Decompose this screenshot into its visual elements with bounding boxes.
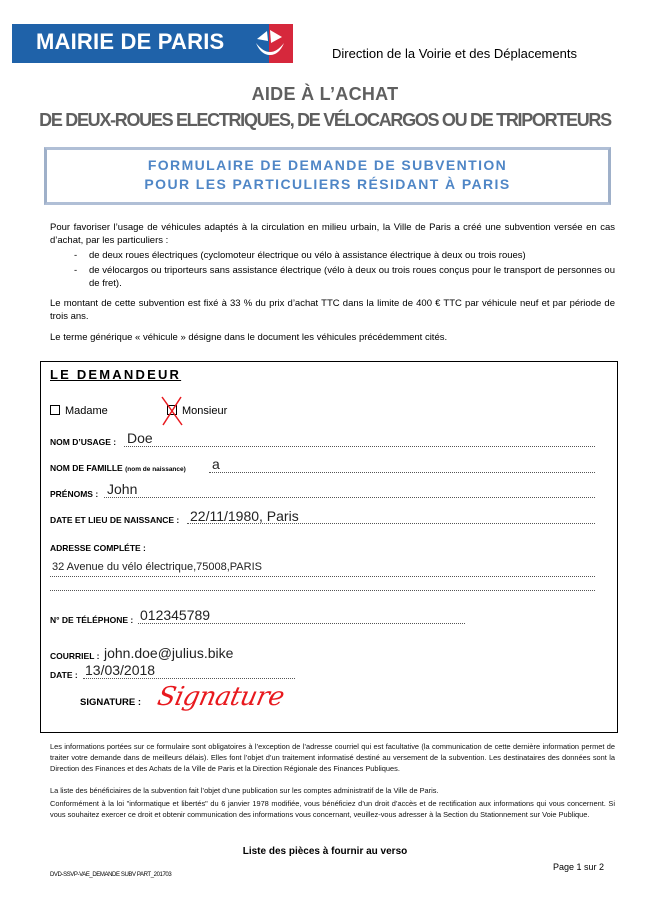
intro-paragraph-3: Le terme générique « véhicule » désigne dans le document les véhicules précédemment cités. <box>50 332 448 343</box>
form-title-line1: FORMULAIRE DE DEMANDE DE SUBVENTION <box>147 157 508 173</box>
checked-cross-icon <box>160 396 184 426</box>
adresse-label: ADRESSE COMPLÉTE : <box>50 543 146 553</box>
checkbox-box[interactable] <box>50 405 60 415</box>
form-title-line2: POUR LES PARTICULIERS RÉSIDANT À PARIS <box>144 176 511 192</box>
madame-label: Madame <box>65 405 108 417</box>
nom-famille-hint: (nom de naissance) <box>125 466 186 473</box>
bullet-marker: - <box>74 250 78 261</box>
legal-notice-2: La liste des bénéficiaires de la subvention fait l’objet d’une publication sur les comptes administratif de la Ville de Paris. <box>50 786 439 795</box>
intro-bullet-1: de deux roues électriques (cyclomoteur électrique ou vélo à assistance électrique à deux ou trois roues) <box>89 250 526 261</box>
prenoms-label: PRÉNOMS : <box>50 489 99 499</box>
nom-famille-label <box>50 463 186 473</box>
intro-paragraph-1: Pour favoriser l’usage de véhicules adaptés à la circulation en milieu urbain, la Ville de Paris a créé une subvention versée en cas d’achat, par les particuliers : <box>50 222 615 246</box>
prenoms-field[interactable]: John <box>107 481 138 497</box>
telephone-dotted-line <box>138 623 465 624</box>
legal-notice-1: Les informations portées sur ce formulaire sont obligatoires à l’exception de l’adresse courriel qui est facultative (la communication de cette dernière information permet de traiter votre demande dans de meilleurs délais). Elles font l’objet d’un traitement informatisé destiné au versement de la subvention. Les destinataires des données sont la Direction des Finances et des Achats de la Ville de Paris et la Direction Régionale des Finances Publiques. <box>50 742 615 773</box>
telephone-label: N° DE TÉLÉPHONE : <box>50 615 134 625</box>
page-title-line2: DE DEUX-ROUES ELECTRIQUES, DE VÉLOCARGOS OU DE TRIPORTEURS <box>39 110 611 130</box>
date-field[interactable]: 13/03/2018 <box>85 662 156 678</box>
date-dotted-line <box>83 678 295 679</box>
telephone-field[interactable]: 012345789 <box>140 607 211 623</box>
intro-bullet-2: de vélocargos ou triporteurs sans assistance électrique (vélo à deux ou trois roues conçus pour le transport de personnes ou de fret). <box>89 265 615 289</box>
date-label: DATE : <box>50 670 78 680</box>
legal-notice-3: Conformément à la loi "informatique et libertés" du 6 janvier 1978 modifiée, vous bénéficiez d’un droit d’accès et de rectification aux informations qui vous concernent. Si vous souhaitez exercer ce droit et obtenir communication des informations vous concernant, veuillez-vous adresser à la Section du Stationnement sur Voie Publique. <box>50 799 615 819</box>
nom-famille-field[interactable]: a <box>212 456 220 472</box>
logo-text: MAIRIE DE PARIS <box>36 29 225 54</box>
naissance-field[interactable]: 22/11/1980, Paris <box>190 508 299 524</box>
madame-checkbox[interactable] <box>50 405 108 417</box>
courriel-field[interactable]: john.doe@julius.bike <box>104 645 234 661</box>
nom-famille-dotted-line <box>209 472 595 473</box>
courriel-label: COURRIEL : <box>50 651 100 661</box>
monsieur-label: Monsieur <box>182 405 228 417</box>
nom-usage-field[interactable]: Doe <box>127 430 153 446</box>
naissance-label: DATE ET LIEU DE NAISSANCE : <box>50 515 180 525</box>
liste-pieces-note: Liste des pièces à fournir au verso <box>242 846 408 857</box>
section-title: LE DEMANDEUR <box>50 367 182 382</box>
direction-label: Direction de la Voirie et des Déplacements <box>332 46 577 61</box>
nom-usage-label: NOM D’USAGE : <box>50 437 117 447</box>
nom-famille-label-text: NOM DE FAMILLE <box>50 463 123 473</box>
mairie-de-paris-logo <box>12 24 293 63</box>
prenoms-dotted-line <box>104 497 595 498</box>
adresse-dotted-line-1 <box>50 576 595 577</box>
page-number: Page 1 sur 2 <box>553 862 605 872</box>
paris-ship-emblem-icon <box>253 27 287 61</box>
nom-usage-dotted-line <box>124 446 595 447</box>
adresse-field[interactable]: 32 Avenue du vélo électrique,75008,PARIS <box>52 561 262 573</box>
form-title-box <box>44 147 611 205</box>
signature-label: SIGNATURE : <box>80 697 142 708</box>
signature-field[interactable]: Signature <box>154 682 287 712</box>
document-reference: DVD-SSVP-VAE_DEMANDE SUBV PART_201703 <box>50 872 172 878</box>
adresse-dotted-line-2 <box>50 590 595 591</box>
bullet-marker: - <box>74 265 78 276</box>
page-title-line1: AIDE À L’ACHAT <box>251 84 399 104</box>
intro-paragraph-2: Le montant de cette subvention est fixé à 33 % du prix d’achat TTC dans la limite de 400 € TTC par véhicule neuf et par période de trois ans. <box>50 298 615 322</box>
